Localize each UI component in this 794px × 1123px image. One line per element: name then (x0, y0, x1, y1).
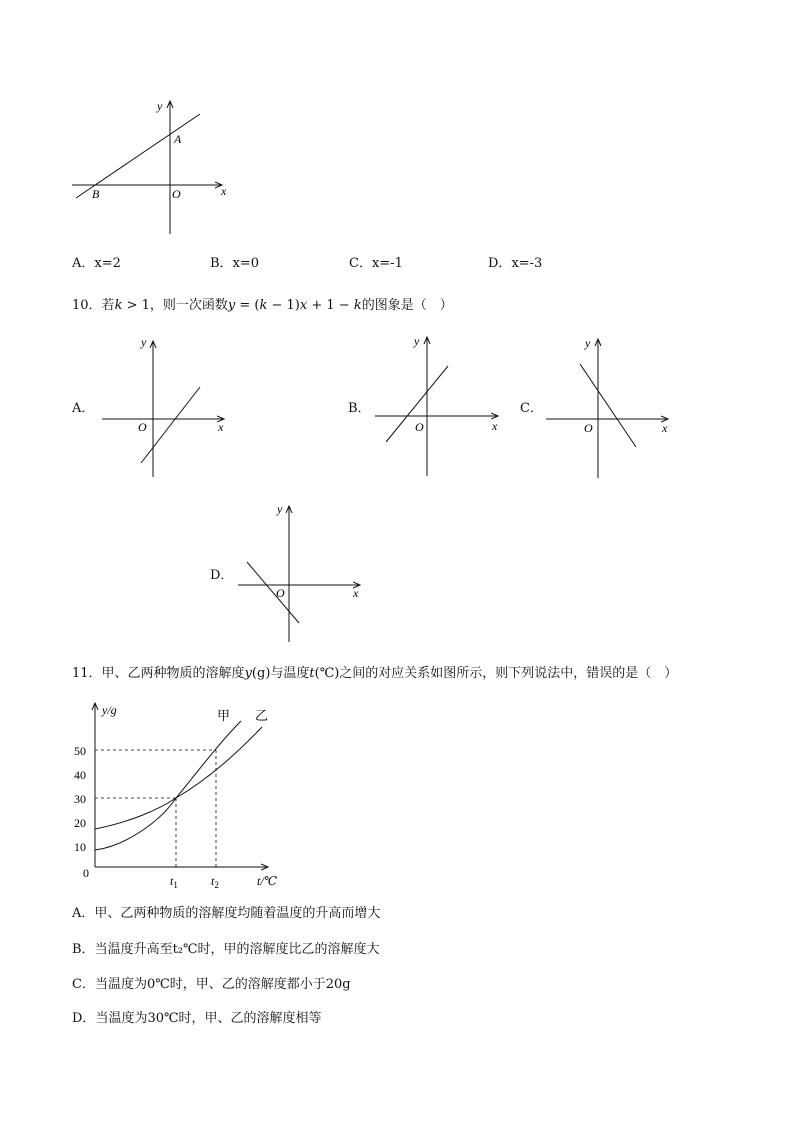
q9-point-b-label: B (92, 187, 100, 201)
q10-option-a-label[interactable]: A． (72, 401, 95, 416)
x-label: x (492, 419, 498, 433)
option-letter: D． (72, 1011, 96, 1026)
option-letter: A． (72, 256, 95, 271)
x-axis-label: t/℃ (257, 874, 278, 888)
tick-y-0: 0 (83, 866, 89, 880)
question-number: 11． (72, 666, 102, 681)
tick-y-50: 50 (74, 744, 86, 758)
option-text: x=0 (232, 256, 260, 271)
option-text: x=-1 (371, 256, 403, 271)
series-yi-curve (95, 727, 262, 829)
series-jia-label: 甲 (217, 708, 231, 723)
option-letter: C． (349, 256, 372, 271)
y-label: y (414, 334, 420, 348)
origin-label: O (276, 586, 285, 600)
option-text: 当温度为30℃时，甲、乙的溶解度相等 (95, 1011, 322, 1026)
origin-label: O (415, 420, 424, 434)
q11-option-c[interactable] (72, 977, 351, 993)
origin-label: O (584, 421, 593, 435)
tick-x-t1: $t_1$ (170, 874, 178, 890)
q9-origin-label: O (172, 187, 181, 201)
option-text: x=2 (94, 256, 121, 271)
series-jia-curve (95, 721, 241, 850)
tick-y-30: 30 (74, 792, 86, 806)
q10-stem: 10．若k > 1，则一次函数y = (k − 1)x + 1 − k的图象是（ ） (72, 298, 453, 313)
option-letter: B． (72, 942, 95, 957)
y-label: y (585, 336, 591, 350)
option-text: 当温度为0℃时，甲、乙的溶解度都小于20g (94, 977, 351, 992)
q10-option-b-label[interactable]: B． (348, 401, 371, 416)
x-label: x (662, 421, 668, 435)
y-label: y (277, 502, 283, 516)
q11-option-d[interactable] (72, 1011, 322, 1027)
origin-label: O (138, 420, 147, 434)
q11-option-b[interactable] (72, 942, 380, 958)
q10-option-c-label[interactable]: C． (520, 401, 543, 416)
option-text: x=-3 (511, 256, 543, 271)
q11-stem: 11．甲、乙两种物质的溶解度y(g)与温度t(℃)之间的对应关系如图所示，则下列说法中，错误的是（ ） (72, 666, 678, 681)
series-yi-label: 乙 (255, 708, 269, 723)
option-letter: A． (72, 906, 95, 921)
tick-y-40: 40 (74, 768, 86, 782)
x-label: x (353, 586, 359, 600)
y-label: y (141, 335, 147, 349)
q9-point-a-label: A (174, 132, 182, 146)
tick-y-20: 20 (74, 816, 86, 830)
y-axis-label: y/g (102, 703, 117, 717)
option-text: 甲、乙两种物质的溶解度均随着温度的升高而增大 (94, 906, 381, 921)
option-text: 当温度升高至t₂℃时，甲的溶解度比乙的溶解度大 (94, 942, 380, 957)
q11-option-a[interactable] (72, 906, 380, 922)
option-letter: C． (72, 977, 95, 992)
question-number: 10． (72, 298, 102, 313)
option-letter: B． (210, 256, 233, 271)
q9-y-label: y (157, 99, 163, 113)
tick-x-t2: $t_2$ (211, 874, 219, 890)
q9-x-label: x (221, 184, 227, 198)
q10-option-d-label[interactable]: D． (210, 568, 234, 583)
tick-y-10: 10 (74, 840, 86, 854)
x-label: x (218, 420, 224, 434)
option-letter: D． (488, 256, 512, 271)
